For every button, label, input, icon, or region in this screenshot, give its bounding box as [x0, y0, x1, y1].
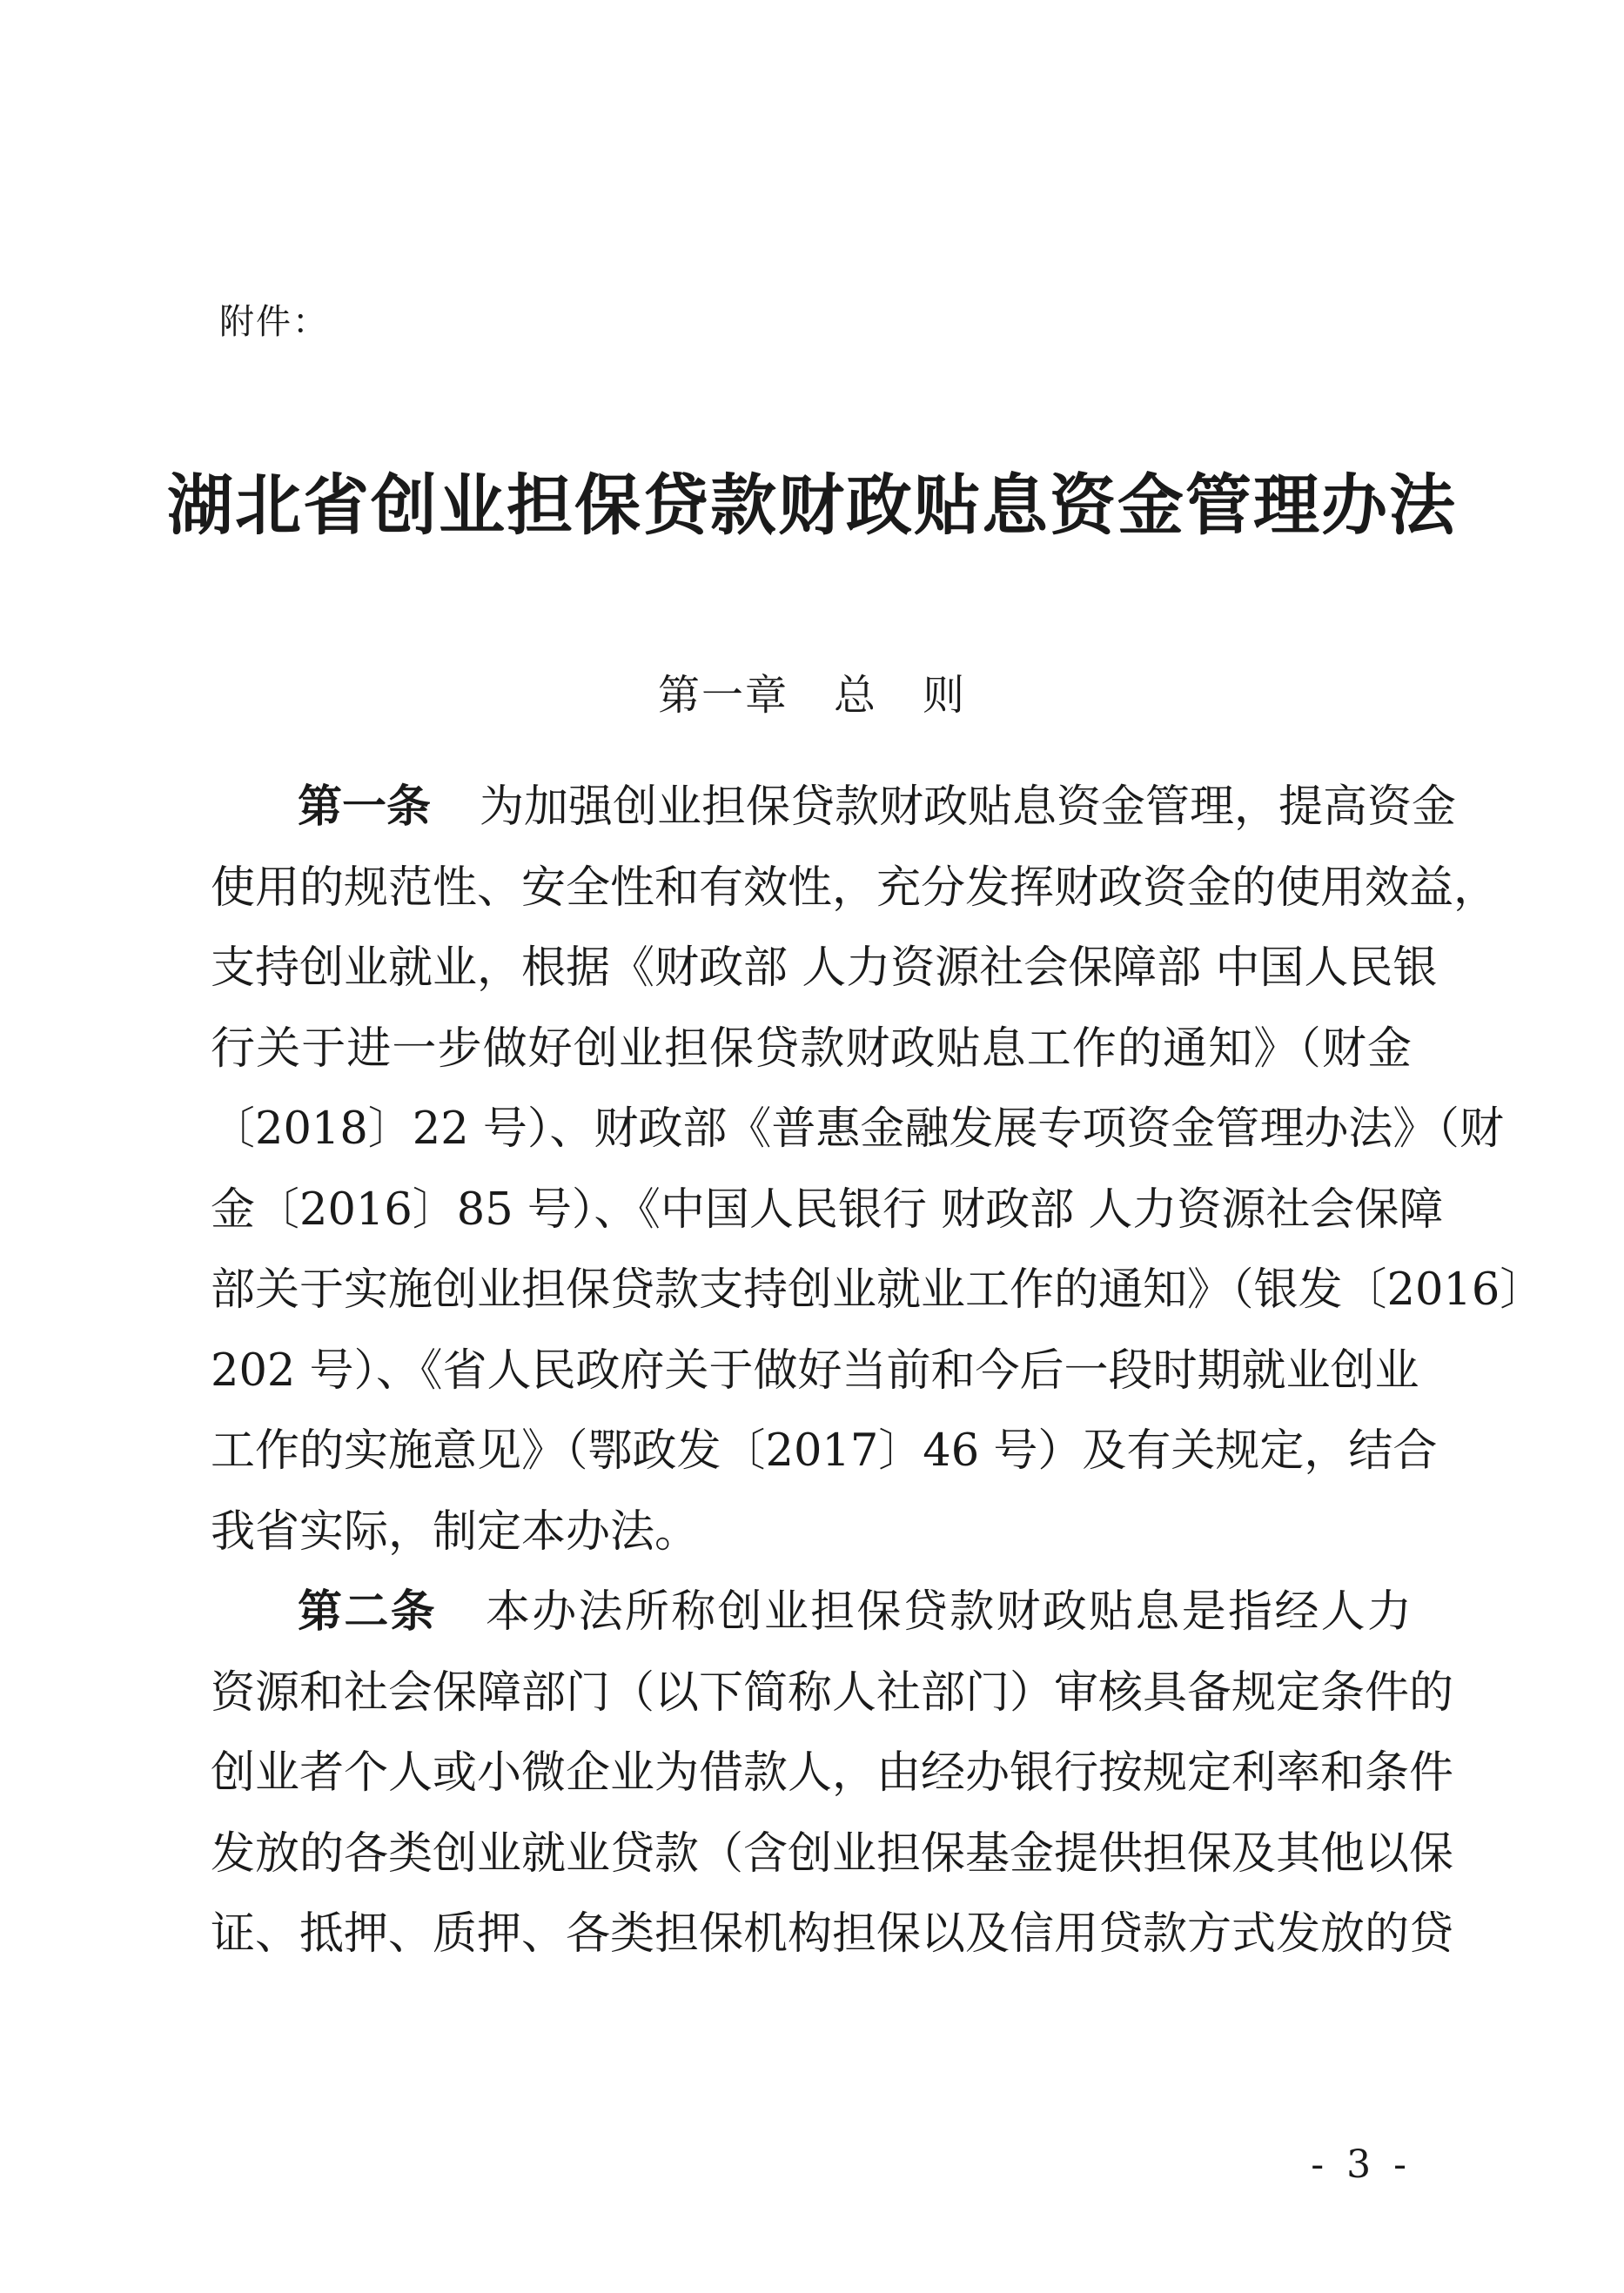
article-2-line-3: 创业者个人或小微企业为借款人，由经办银行按规定利率和条件	[211, 1747, 1454, 1799]
page-number: - 3 -	[1311, 2142, 1412, 2187]
article-1-line-7: 部关于实施创业担保贷款支持创业就业工作的通知》（银发〔2016〕	[211, 1264, 1545, 1316]
article-1-line-1	[211, 768, 1457, 848]
article-2-line-2: 资源和社会保障部门（以下简称人社部门）审核具备规定条件的	[211, 1666, 1454, 1719]
chapter-title-char-1: 总	[833, 671, 877, 720]
chapter-heading	[0, 661, 1624, 721]
article-1	[211, 768, 1545, 1572]
article-1-line-9: 工作的实施意见》（鄂政发〔2017〕46 号）及有关规定，结合	[211, 1425, 1438, 1477]
article-2-line-4: 发放的各类创业就业贷款（含创业担保基金提供担保及其他以保	[211, 1827, 1454, 1880]
article-2-heading: 第二条	[298, 1586, 437, 1638]
attachment-label: 附件：	[219, 302, 329, 342]
article-2-line-1	[211, 1572, 1412, 1653]
article-1-text: 为加强创业担保贷款财政贴息资金管理，提高资金	[480, 781, 1457, 833]
article-1-line-4: 行关于进一步做好创业担保贷款财政贴息工作的通知》（财金	[211, 1022, 1412, 1075]
article-1-line-6: 金〔2016〕85 号）、《中国人民银行 财政部 人力资源社会保障	[211, 1183, 1444, 1236]
article-1-line-8: 202 号）、《省人民政府关于做好当前和今后一段时期就业创业	[211, 1344, 1419, 1397]
article-2-text: 本办法所称创业担保贷款财政贴息是指经人力	[485, 1586, 1412, 1638]
article-1-line-5: 〔2018〕22 号）、财政部《普惠金融发展专项资金管理办法》（财	[211, 1103, 1504, 1155]
article-2-line-5: 证、抵押、质押、各类担保机构担保以及信用贷款方式发放的贷	[211, 1908, 1454, 1960]
article-1-line-3: 支持创业就业，根据《财政部 人力资源社会保障部 中国人民银	[211, 942, 1438, 994]
document-title: 湖北省创业担保贷款财政贴息资金管理办法	[167, 466, 1457, 544]
article-1-heading: 第一条	[298, 781, 432, 833]
article-1-line-10: 我省实际，制定本办法。	[211, 1505, 700, 1558]
article-2	[211, 1572, 1454, 1975]
chapter-number: 第一章	[657, 671, 789, 720]
chapter-title-char-2: 则	[923, 671, 967, 720]
article-1-line-2: 使用的规范性、安全性和有效性，充分发挥财政资金的使用效益，	[211, 862, 1499, 914]
